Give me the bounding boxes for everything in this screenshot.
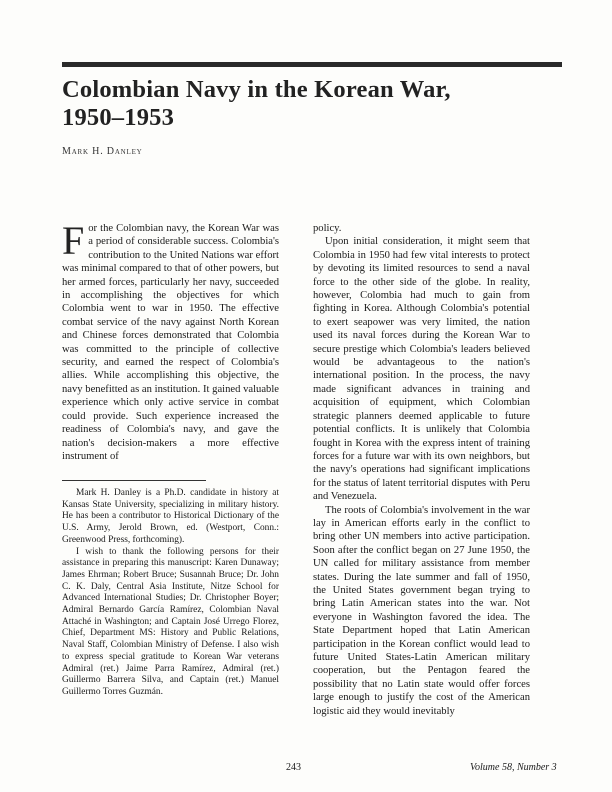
title-line-1: Colombian Navy in the Korean War, <box>62 76 451 103</box>
volume-info: Volume 58, Number 3 <box>470 762 557 773</box>
paragraph-roots-involvement: The roots of Colombia's involvement in the war lay in American efforts early in the conflict to bring other UN members into active participation. Soon after the conflict began on 27 June 1950, the UN called for military assistance from member states. During the late summer and fall of 1950, the United States government began trying to bring Latin American states into the war. Not everyone in Washington favored the idea. The State Department hoped that Latin American participation in the Korean conflict would lead to future United States-Latin American military cooperation, but the Pentagon feared the possibility that no Latin state would offer forces large enough to justify the cost of the American logistic aid they would inevitably <box>313 504 530 717</box>
footnote-divider <box>62 480 206 481</box>
paragraph-initial-consideration: Upon initial consideration, it might seem that Colombia in 1950 had few vital interests to protect by devoting its limited resources to send a naval force to the other side of the globe. In reality, however, Colombia had much to gain from fighting in Korea. Although Colombia's potential to exert seapower was very limited, the nation used its naval forces during the Korean War to secure prestige which Colombia's leaders believed would be advantageous to the nation's international position. In the process, the navy made significant advances in training and acquisition of equipment, which Colombian strategic planners deemed applicable to future potential conflicts. It is unlikely that Colombia fought in Korea with the express intent of training forces for a future war with its own neighbors, but the navy's operations had significant implications for the status of latent territorial disputes with Peru and Venezuela. <box>313 236 530 503</box>
right-column <box>313 222 530 718</box>
footnote-author-bio: Mark H. Danley is a Ph.D. candidate in history at Kansas State University, specializing in military history. He has been a contributor to Historical Dictionary of the U.S. Army, Jerold Brown, ed. (Westport, Conn.: Greenwood Press, forthcoming). <box>62 488 279 545</box>
opening-paragraph <box>62 218 279 463</box>
title-line-2: 1950–1953 <box>62 104 175 131</box>
opening-paragraph-text: or the Colombian navy, the Korean War was a period of considerable success. Colombia's contribution to the United Nations war effort was minimal compared to that of other powers, but her armed forces, particularly her navy, succeeded in accomplishing the objectives for which Colombia went to war in 1950. The effective combat service of the navy against North Korean and Chinese forces demonstrated that Colombia was committed to the principle of collective security, and earned the respect of Colombia's allies. While accomplishing this objective, the navy benefitted as an institution. It gained valuable experience which only active service in combat could provide. Such experience increased the readiness of Colombia's navy, and gave the nation's decision-makers a more effective instrument of <box>62 223 279 462</box>
continuation-text: policy. <box>313 223 342 234</box>
footnote-acknowledgments: I wish to thank the following persons for their assistance in preparing this manuscript: Karen Dunaway; James Ehrman; Robert Bruce; Susannah Bruce; Dr. John C. K. Daly, Central Asia Institute, Nitze School for Advanced International Studies; Dr. Christopher Boyer; Admiral Bernardo García Ramírez, Colombian Naval Attaché in Washington; and Captain José Urrego Florez, Chief, Department MS: History and Public Relations, Naval Staff, Colombian Ministry of Defense. I also wish to express special gratitude to Korean War veterans Admiral (ret.) Jaime Parra Ramírez, Admiral (ret.) Guillermo Barrera Silva, and Captain (ret.) Manuel Guillermo Torres Guzmán. <box>62 546 279 697</box>
title-rule <box>62 62 562 67</box>
page-number: 243 <box>286 762 301 773</box>
author-byline: Mark H. Danley <box>62 146 143 157</box>
drop-cap: F <box>62 218 85 263</box>
left-column <box>62 218 279 463</box>
footnotes <box>62 488 279 699</box>
article-title <box>62 76 562 132</box>
